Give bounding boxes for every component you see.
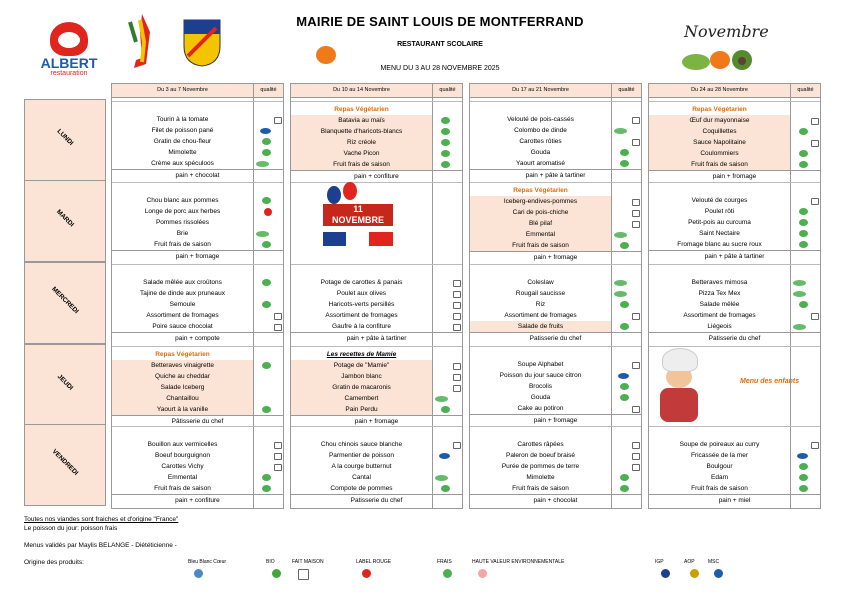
frais-icon (799, 241, 808, 248)
hve-icon (435, 396, 448, 402)
fait-maison-icon (632, 464, 640, 471)
snack-row: Patisserie du chef (291, 494, 462, 506)
menu-item: Cake au potiron (517, 405, 564, 412)
menu-item: Chou blanc aux pommes (146, 197, 219, 204)
snack-row: pain + fromage (470, 251, 641, 263)
day-cell (470, 426, 641, 509)
week-column (111, 83, 284, 509)
menu-item: Iceberg-endives-pommes (470, 196, 611, 207)
quality-header: qualité (260, 87, 277, 93)
week-label: Du 10 au 14 Novembre (291, 84, 433, 97)
day-cell (470, 346, 641, 427)
french-flag-icon (323, 232, 393, 246)
footer-validation: Menus validés par Maylis BELANGE - Diététicienne - (24, 542, 177, 549)
week-header (470, 84, 641, 98)
menu-period: MENU DU 3 AU 28 NOVEMBRE 2025 (380, 65, 500, 72)
menu-item: Emmental (167, 474, 198, 481)
frais-icon (441, 406, 450, 413)
menu-item: Purée de pommes de terre (501, 463, 580, 470)
frais-icon (799, 230, 808, 237)
legend-label: HAUTE VALEUR ENVIRONNEMENTALE (472, 559, 565, 565)
menu-item: Poulet aux olives (336, 290, 387, 297)
day-label-mardi: MARDI (24, 180, 106, 262)
fait-maison-icon (632, 442, 640, 449)
menu-item: Crème aux spéculoos (151, 160, 214, 167)
legend-label: LABEL ROUGE (356, 559, 392, 565)
menu-item: Fromage blanc au sucre roux (677, 241, 762, 248)
menu-item: Bouillon aux vermicelles (147, 441, 218, 448)
menu-item: Tajine de dinde aux pruneaux (140, 290, 225, 297)
snack-row: pain + compote (112, 332, 283, 344)
menu-item: Petit-pois au curcuma (688, 219, 751, 226)
menu-item: Assortiment de fromages (504, 312, 577, 319)
day-cell (291, 264, 462, 347)
menu-item: Betteraves mimosa (691, 279, 748, 286)
frais-icon (620, 485, 629, 492)
menu-item: Soupe de poireaux au curry (679, 441, 760, 448)
label-rouge-icon (264, 208, 272, 216)
frais-icon (441, 485, 450, 492)
menu-item: Chou chinois sauce blanche (320, 441, 403, 448)
hve-icon (256, 231, 269, 237)
menu-item: Fruit frais de saison (154, 485, 211, 492)
frais-icon (441, 161, 450, 168)
snack-row: pain + confiture (112, 494, 283, 506)
chef-hat-icon (662, 348, 698, 372)
page-title: MAIRIE DE SAINT LOUIS DE MONTFERRAND (296, 14, 584, 29)
holiday-month: NOVEMBRE (331, 215, 384, 225)
menu-item: Compote de pommes (330, 485, 393, 492)
frais-icon (799, 161, 808, 168)
frais-icon (262, 149, 271, 156)
menu-item: Coleslaw (527, 279, 554, 286)
day-cell (112, 346, 283, 427)
frais-icon (620, 474, 629, 481)
day-cell (649, 182, 820, 265)
day-cell (112, 182, 283, 265)
frais-icon (441, 128, 450, 135)
holiday-day: 11 (353, 204, 363, 214)
fait-maison-icon (453, 324, 461, 331)
menu-item: Batavia au maïs (291, 115, 432, 126)
menu-item: Gratin de macaronis (291, 382, 432, 393)
hve-icon (256, 161, 269, 167)
week-label: Du 17 au 21 Novembre (470, 84, 612, 97)
day-cell (649, 101, 820, 183)
day-label-lundi: LUNDI (24, 99, 106, 181)
fait-maison-icon (811, 140, 819, 147)
fait-maison-icon (811, 118, 819, 125)
coat-of-arms-icon (182, 18, 222, 68)
snack-row: pain + fromage (470, 414, 641, 426)
menu-item: Velouté de pois-cassés (507, 116, 574, 123)
legend-label: FAIT MAISON (292, 559, 324, 565)
menu-item: Salade Iceberg (112, 382, 253, 393)
frais-icon (799, 219, 808, 226)
msc-icon (260, 128, 271, 134)
menu-item: Vache Picon (291, 148, 432, 159)
fait-maison-icon (274, 464, 282, 471)
menu-item: Carottes rôties (519, 138, 562, 145)
menu-item: Poisson du jour sauce citron (499, 372, 582, 379)
week-label: Du 24 au 28 Novembre (649, 84, 791, 97)
menu-item: Fruit frais de saison (154, 241, 211, 248)
day-cell (470, 101, 641, 183)
menu-item: Coulommiers (649, 148, 790, 159)
menu-item: Cantal (352, 474, 371, 481)
frais-icon (262, 406, 271, 413)
menu-item: Œuf dur mayonnaise (649, 115, 790, 126)
snack-row: Pâtisserie du chef (112, 415, 283, 427)
week-header (649, 84, 820, 98)
msc-icon (797, 453, 808, 459)
menu-item: Coquillettes (649, 126, 790, 137)
menu-item: Gouda (530, 149, 551, 156)
snack-row: pain + fromage (112, 250, 283, 262)
igp-legend-icon (661, 569, 670, 578)
menu-item: Betteraves vinaigrette (112, 360, 253, 371)
day-cell (112, 101, 283, 183)
frais-icon (799, 128, 808, 135)
hve-icon (614, 291, 627, 297)
hve-icon (614, 280, 627, 286)
menu-item: Boeuf bourguignon (155, 452, 210, 459)
menu-item: Fruit frais de saison (291, 159, 432, 170)
fait-maison-icon (632, 313, 640, 320)
snack-row: pain + miel (649, 494, 820, 506)
frais-icon (262, 197, 271, 204)
lr-legend-icon (362, 569, 371, 578)
day-cell (470, 182, 641, 265)
fait-maison-icon (811, 198, 819, 205)
menu-item: Blé pilaf (470, 218, 611, 229)
week-header (291, 84, 462, 98)
snack-row: pain + confiture (291, 170, 462, 182)
menu-item: Fruit frais de saison (470, 240, 611, 251)
snack-row: pain + fromage (291, 415, 462, 427)
menu-item: Rougail saucisse (515, 290, 566, 297)
menu-item: Tourin à la tomate (156, 116, 209, 123)
frais-icon (262, 138, 271, 145)
menu-item: Fricassée de la mer (690, 452, 749, 459)
menu-item: Jambon blanc (291, 371, 432, 382)
hve-icon (793, 280, 806, 286)
day-label-mercredi: MERCREDI (24, 262, 106, 344)
frais-icon (262, 485, 271, 492)
menu-item: Filet de poisson pané (151, 127, 214, 134)
snack-row: Patisserie du chef (649, 332, 820, 344)
menu-item: Gaufre à la confiture (332, 323, 391, 330)
fait-maison-icon (274, 313, 282, 320)
vegetarian-banner: Repas Végétarien (692, 106, 747, 113)
frais-icon (620, 242, 629, 249)
legend-label: BIO (266, 559, 275, 565)
fait-maison-icon (632, 210, 640, 217)
menu-item: Fruit frais de saison (512, 485, 569, 492)
quality-header: qualité (618, 87, 635, 93)
day-label-jeudi: JEUDI (24, 344, 106, 426)
fait-maison-icon (453, 374, 461, 381)
msc-icon (618, 373, 629, 379)
fait-maison-icon (274, 453, 282, 460)
legend-label: IGP (655, 559, 664, 565)
frais-icon (799, 208, 808, 215)
frais-icon (799, 485, 808, 492)
hve-icon (614, 128, 627, 134)
snack-row: Patisserie du chef (470, 332, 641, 344)
fait-maison-icon (632, 139, 640, 146)
menu-item: Riz créole (291, 137, 432, 148)
menu-item: Semoule (169, 301, 196, 308)
week-column (290, 83, 463, 509)
snack-row: pain + pâte à tartiner (649, 250, 820, 262)
fait-maison-icon (274, 324, 282, 331)
snack-row: pain + fromage (649, 170, 820, 182)
menu-item: Cari de pois-chiche (470, 207, 611, 218)
menu-item: Blanquette d'haricots-blancs (291, 126, 432, 137)
fait-maison-icon (632, 117, 640, 124)
fait-maison-icon (453, 313, 461, 320)
aop-legend-icon (690, 569, 699, 578)
menu-item: Velouté de courges (691, 197, 748, 204)
armistice-image (315, 182, 399, 258)
menu-item: Salade de fruits (470, 321, 611, 332)
menu-item: Assortiment de fromages (325, 312, 398, 319)
fait-maison-icon (632, 362, 640, 369)
frais-icon (799, 474, 808, 481)
kids-menu-label: Menu des enfants (740, 378, 800, 385)
week-header (112, 84, 283, 98)
frais-legend-icon (443, 569, 452, 578)
bio-legend-icon (272, 569, 281, 578)
vegetarian-banner: Repas Végétarien (513, 187, 568, 194)
menu-item: Quiche au cheddar (112, 371, 253, 382)
fait-maison-icon (453, 363, 461, 370)
menu-item: Assortiment de fromages (683, 312, 756, 319)
frais-icon (799, 150, 808, 157)
fait-maison-icon (274, 442, 282, 449)
msc-icon (439, 453, 450, 459)
legend-label: Bleu Blanc Cœur (188, 559, 227, 565)
menu-item: A la courge butternut (331, 463, 392, 470)
menu-item: Carottes Vichy (161, 463, 204, 470)
fait-maison-icon (453, 385, 461, 392)
menu-item: Riz (535, 301, 546, 308)
frais-icon (799, 463, 808, 470)
menu-item: Salade mêlée aux croûtons (143, 279, 222, 286)
menu-item: Poulet rôti (704, 208, 735, 215)
day-cell (112, 264, 283, 347)
menu-item: Boulgour (706, 463, 733, 470)
menu-item: Saint Nectaire (699, 230, 740, 237)
frais-icon (262, 241, 271, 248)
menu-item: Gratin de chou-fleur (153, 138, 212, 145)
menu-item: Potage de carottes & panais (320, 279, 403, 286)
snack-row: pain + chocolat (470, 494, 641, 506)
footer-origin-label: Origine des produits: (24, 559, 84, 566)
menu-item: Emmental (470, 229, 611, 240)
menu-item: Yaourt aromatisé (515, 160, 565, 167)
legend-label: MSC (708, 559, 720, 565)
hve-icon (614, 232, 627, 238)
frais-icon (620, 383, 629, 390)
frais-icon (262, 474, 271, 481)
vegetarian-banner: Repas Végétarien (155, 351, 210, 358)
day-cell (649, 264, 820, 347)
quality-header: qualité (439, 87, 456, 93)
fait-maison-icon (453, 291, 461, 298)
menu-item: Pizza Tex Mex (698, 290, 741, 297)
menu-item: Fruit frais de saison (649, 159, 790, 170)
fait-maison-icon (453, 302, 461, 309)
kids-chef-image (650, 348, 708, 422)
footer-fish-note: Le poisson du jour: poisson frais (24, 525, 118, 532)
day-cell (291, 101, 462, 183)
fait-maison-icon (274, 117, 282, 124)
hve-icon (793, 291, 806, 297)
week-column (469, 83, 642, 509)
fait-maison-icon (453, 442, 461, 449)
day-cell (112, 426, 283, 509)
menu-item: Soupe Alphabet (517, 361, 564, 368)
frais-icon (620, 149, 629, 156)
frais-icon (441, 117, 450, 124)
pumpkin-icon (316, 46, 336, 64)
menu-item: Fruit frais de saison (691, 485, 748, 492)
week-label: Du 3 au 7 Novembre (112, 84, 254, 97)
menu-item: Gouda (530, 394, 551, 401)
menu-item: Carottes râpées (517, 441, 564, 448)
snack-row: pain + pâte à tartiner (470, 169, 641, 181)
page-subtitle: RESTAURANT SCOLAIRE (397, 41, 483, 48)
legend-label: FRAIS (437, 559, 452, 565)
vegetarian-banner: Repas Végétarien (334, 106, 389, 113)
legend-label: AOP (684, 559, 695, 565)
bbc-legend-icon (194, 569, 203, 578)
menu-item: Salade mêlée (699, 301, 740, 308)
hve-legend-icon (478, 569, 487, 578)
menu-item: Mimolette (168, 149, 197, 156)
frais-icon (262, 301, 271, 308)
fait-maison-icon (632, 221, 640, 228)
menu-item: Liégeois (707, 323, 732, 330)
holiday-label: ARMISTICE 1918 (342, 226, 374, 231)
footer-meat-note: Toutes nos viandes sont fraiches et d'origine "France" (24, 516, 179, 523)
fait-maison-icon (632, 453, 640, 460)
menu-item: Paleron de boeuf braisé (505, 452, 576, 459)
menu-item: Haricots-verts persillés (328, 301, 395, 308)
menu-item: Brie (176, 230, 189, 237)
msc-legend-icon (714, 569, 723, 578)
day-label-vendredi: VENDREDI (24, 424, 106, 506)
frais-icon (620, 323, 629, 330)
week-column (648, 83, 821, 509)
frais-icon (441, 150, 450, 157)
frais-icon (262, 362, 271, 369)
menu-item: Poire sauce chocolat (152, 323, 213, 330)
menu-item: Edam (711, 474, 728, 481)
frais-icon (620, 394, 629, 401)
menu-item: Chantaillou (112, 393, 253, 404)
day-cell (291, 426, 462, 509)
snack-row: pain + chocolat (112, 169, 283, 181)
month-logo: Novembre (676, 16, 760, 74)
menu-item: Sauce Napolitaine (649, 137, 790, 148)
frais-icon (441, 139, 450, 146)
menu-item: Colombo de dinde (514, 127, 567, 134)
frais-icon (620, 301, 629, 308)
day-cell (649, 426, 820, 509)
snack-row: pain + pâte à tartiner (291, 332, 462, 344)
menu-item: Assortiment de fromages (146, 312, 219, 319)
menu-item: Mimolette (526, 474, 555, 481)
menu-item: Les recettes de Mamie (326, 351, 397, 358)
hve-icon (435, 475, 448, 481)
menu-item: Brocolis (528, 383, 553, 390)
fait-maison-icon (632, 406, 640, 413)
day-cell (470, 264, 641, 347)
menu-item: Pain Perdu (291, 404, 432, 415)
city-logo (122, 12, 162, 72)
albert-logo: ALBERT restauration (38, 22, 100, 78)
fm-legend-icon (298, 569, 309, 580)
menu-item: Potage de "Mamie" (291, 360, 432, 371)
day-cell (291, 346, 462, 427)
menu-item: Parmentier de poisson (328, 452, 395, 459)
menu-item: Yaourt à la vanille (112, 404, 253, 415)
frais-icon (799, 301, 808, 308)
menu-item: Longe de porc aux herbes (144, 208, 221, 215)
fait-maison-icon (811, 442, 819, 449)
frais-icon (262, 279, 271, 286)
fait-maison-icon (453, 280, 461, 287)
fait-maison-icon (632, 199, 640, 206)
hve-icon (793, 324, 806, 330)
menu-item: Pommes rissolées (155, 219, 210, 226)
quality-header: qualité (797, 87, 814, 93)
frais-icon (620, 160, 629, 167)
fait-maison-icon (811, 313, 819, 320)
menu-item: Camembert (291, 393, 432, 404)
